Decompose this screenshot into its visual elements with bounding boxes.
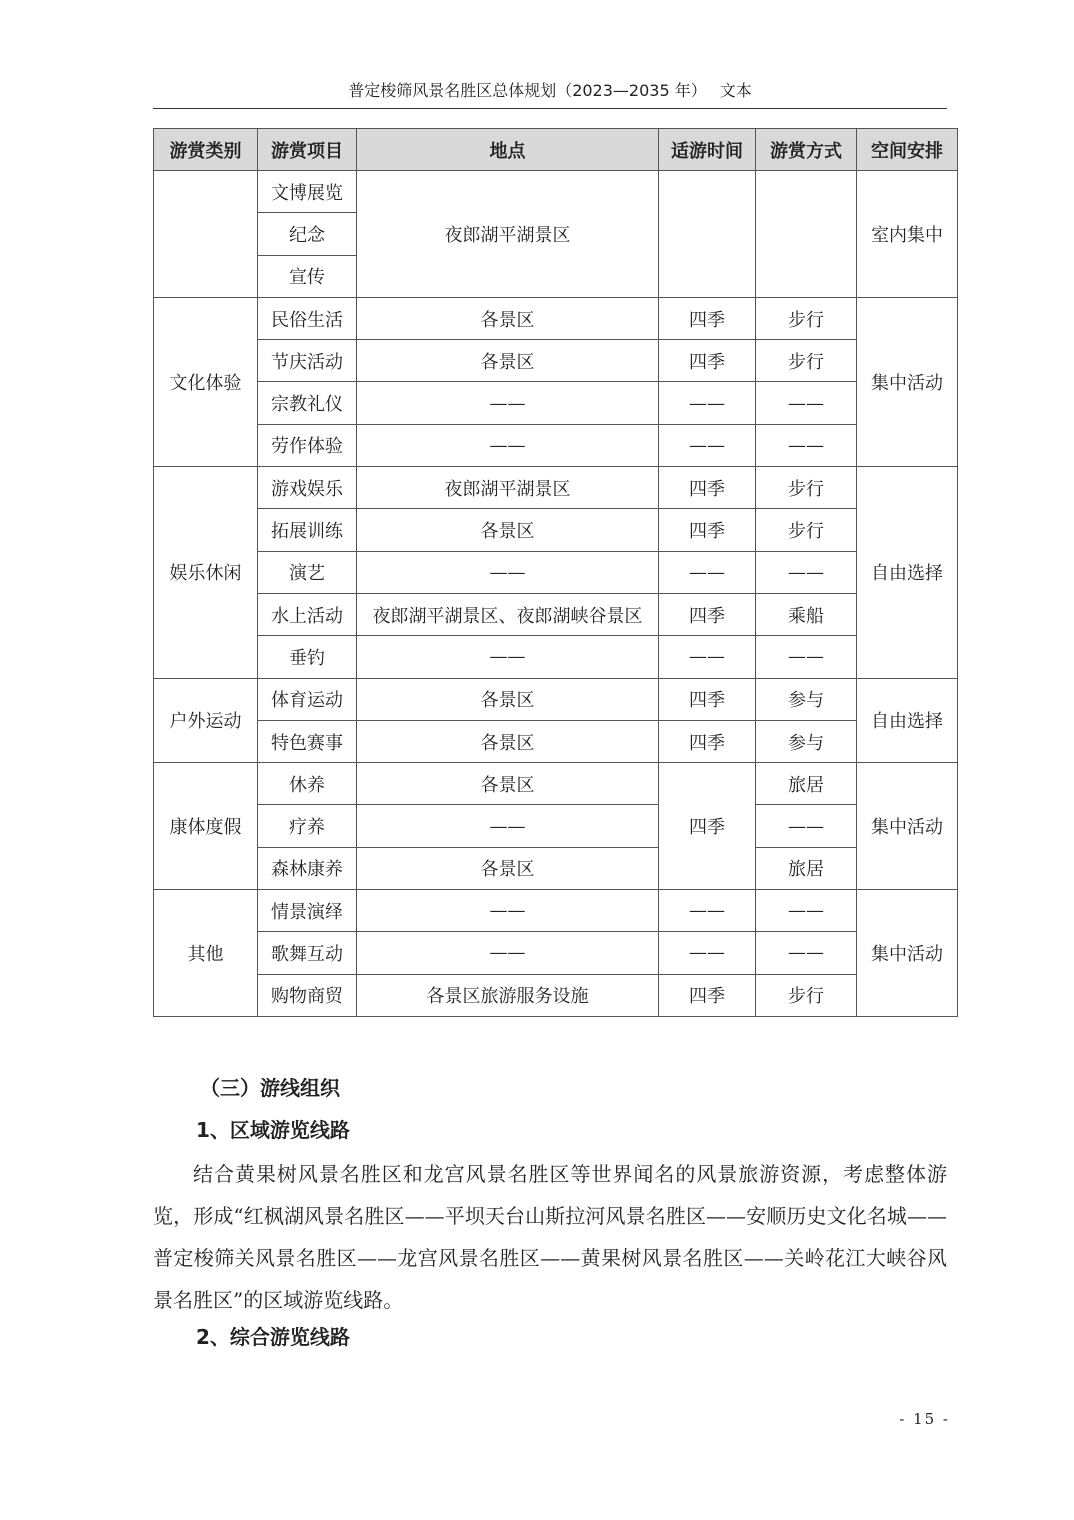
item-cell: 休养 bbox=[258, 763, 357, 805]
item-cell: 垂钓 bbox=[258, 636, 357, 678]
table-row bbox=[154, 847, 958, 889]
tour-activity-table bbox=[153, 128, 958, 1017]
mode-cell: 步行 bbox=[756, 340, 857, 382]
item-cell: 情景演绎 bbox=[258, 890, 357, 932]
table-row bbox=[154, 805, 958, 847]
place-cell: 夜郎湖平湖景区 bbox=[357, 467, 659, 509]
item-cell: 宣传 bbox=[258, 255, 357, 297]
column-header: 游赏项目 bbox=[258, 129, 357, 171]
table-row bbox=[154, 678, 958, 720]
mode-cell: 旅居 bbox=[756, 763, 857, 805]
place-cell: 各景区 bbox=[357, 297, 659, 339]
item-cell: 拓展训练 bbox=[258, 509, 357, 551]
time-cell: 四季 bbox=[659, 678, 756, 720]
mode-cell: 参与 bbox=[756, 678, 857, 720]
item-cell: 购物商贸 bbox=[258, 974, 357, 1016]
column-header: 地点 bbox=[357, 129, 659, 171]
place-cell: 各景区旅游服务设施 bbox=[357, 974, 659, 1016]
place-cell: 各景区 bbox=[357, 509, 659, 551]
space-cell: 集中活动 bbox=[857, 763, 958, 890]
table-row bbox=[154, 340, 958, 382]
mode-cell: 乘船 bbox=[756, 593, 857, 635]
time-cell: 四季 bbox=[659, 340, 756, 382]
item-cell: 歌舞互动 bbox=[258, 932, 357, 974]
time-cell: —— bbox=[659, 890, 756, 932]
table-row bbox=[154, 932, 958, 974]
item-cell: 游戏娱乐 bbox=[258, 467, 357, 509]
category-cell: 娱乐休闲 bbox=[154, 467, 258, 678]
item-cell: 宗教礼仪 bbox=[258, 382, 357, 424]
place-cell: 各景区 bbox=[357, 847, 659, 889]
place-cell: 各景区 bbox=[357, 340, 659, 382]
time-cell: 四季 bbox=[659, 467, 756, 509]
table-header-row bbox=[154, 129, 958, 171]
category-cell: 户外运动 bbox=[154, 678, 258, 763]
time-cell: 四季 bbox=[659, 974, 756, 1016]
table-row bbox=[154, 593, 958, 635]
table-row bbox=[154, 974, 958, 1016]
item-cell: 文博展览 bbox=[258, 171, 357, 213]
table-row bbox=[154, 297, 958, 339]
mode-cell: 参与 bbox=[756, 720, 857, 762]
table-row bbox=[154, 763, 958, 805]
column-header: 适游时间 bbox=[659, 129, 756, 171]
space-cell: 自由选择 bbox=[857, 467, 958, 678]
item-cell: 民俗生活 bbox=[258, 297, 357, 339]
table-row bbox=[154, 509, 958, 551]
mode-cell: 步行 bbox=[756, 297, 857, 339]
time-cell: —— bbox=[659, 551, 756, 593]
category-cell: 文化体验 bbox=[154, 297, 258, 466]
item-cell: 纪念 bbox=[258, 213, 357, 255]
section-heading: （三）游线组织 bbox=[200, 1076, 340, 1100]
table-row bbox=[154, 171, 958, 213]
page-header bbox=[153, 78, 947, 109]
category-cell bbox=[154, 171, 258, 298]
space-cell: 集中活动 bbox=[857, 890, 958, 1017]
item-cell: 水上活动 bbox=[258, 593, 357, 635]
place-cell: —— bbox=[357, 424, 659, 466]
mode-cell: —— bbox=[756, 932, 857, 974]
place-cell: 各景区 bbox=[357, 763, 659, 805]
item-cell: 演艺 bbox=[258, 551, 357, 593]
place-cell: —— bbox=[357, 805, 659, 847]
column-header: 游赏类别 bbox=[154, 129, 258, 171]
place-cell: 各景区 bbox=[357, 678, 659, 720]
body-paragraph: 结合黄果树风景名胜区和龙宫风景名胜区等世界闻名的风景旅游资源，考虑整体游览，形成“红枫湖风景名胜区——平坝天台山斯拉河风景名胜区——安顺历史文化名城——普定梭筛关风景名胜区——龙宫风景名胜区——黄果树风景名胜区——关岭花江大峡谷风景名胜区”的区域游览线路。 bbox=[153, 1162, 947, 1312]
place-cell: 夜郎湖平湖景区 bbox=[357, 171, 659, 298]
time-cell: —— bbox=[659, 636, 756, 678]
place-cell: —— bbox=[357, 932, 659, 974]
mode-cell: —— bbox=[756, 805, 857, 847]
time-cell: —— bbox=[659, 424, 756, 466]
mode-cell: 步行 bbox=[756, 509, 857, 551]
subsection-heading-comprehensive-route: 2、综合游览线路 bbox=[196, 1325, 350, 1349]
mode-cell: 旅居 bbox=[756, 847, 857, 889]
time-cell: 四季 bbox=[659, 763, 756, 890]
time-cell: 四季 bbox=[659, 593, 756, 635]
table-row bbox=[154, 424, 958, 466]
column-header: 游赏方式 bbox=[756, 129, 857, 171]
time-cell bbox=[659, 171, 756, 298]
page-number: - 15 - bbox=[899, 1410, 950, 1428]
mode-cell: 步行 bbox=[756, 974, 857, 1016]
mode-cell bbox=[756, 171, 857, 298]
space-cell: 自由选择 bbox=[857, 678, 958, 763]
time-cell: —— bbox=[659, 382, 756, 424]
item-cell: 劳作体验 bbox=[258, 424, 357, 466]
time-cell: 四季 bbox=[659, 297, 756, 339]
time-cell: 四季 bbox=[659, 720, 756, 762]
subsection-heading-regional-route: 1、区域游览线路 bbox=[196, 1118, 350, 1142]
mode-cell: —— bbox=[756, 890, 857, 932]
time-cell: 四季 bbox=[659, 509, 756, 551]
item-cell: 疗养 bbox=[258, 805, 357, 847]
item-cell: 森林康养 bbox=[258, 847, 357, 889]
item-cell: 节庆活动 bbox=[258, 340, 357, 382]
category-cell: 康体度假 bbox=[154, 763, 258, 890]
place-cell: —— bbox=[357, 382, 659, 424]
table-row bbox=[154, 467, 958, 509]
mode-cell: —— bbox=[756, 424, 857, 466]
column-header: 空间安排 bbox=[857, 129, 958, 171]
time-cell: —— bbox=[659, 932, 756, 974]
header-title: 普定梭筛风景名胜区总体规划（2023—2035 年） 文本 bbox=[348, 81, 752, 100]
table-row bbox=[154, 890, 958, 932]
item-cell: 特色赛事 bbox=[258, 720, 357, 762]
space-cell: 集中活动 bbox=[857, 297, 958, 466]
table-row bbox=[154, 551, 958, 593]
table-row bbox=[154, 636, 958, 678]
item-cell: 体育运动 bbox=[258, 678, 357, 720]
place-cell: 各景区 bbox=[357, 720, 659, 762]
mode-cell: —— bbox=[756, 551, 857, 593]
mode-cell: 步行 bbox=[756, 467, 857, 509]
table-row bbox=[154, 720, 958, 762]
mode-cell: —— bbox=[756, 636, 857, 678]
mode-cell: —— bbox=[756, 382, 857, 424]
place-cell: —— bbox=[357, 551, 659, 593]
place-cell: —— bbox=[357, 890, 659, 932]
place-cell: 夜郎湖平湖景区、夜郎湖峡谷景区 bbox=[357, 593, 659, 635]
category-cell: 其他 bbox=[154, 890, 258, 1017]
table-row bbox=[154, 382, 958, 424]
place-cell: —— bbox=[357, 636, 659, 678]
space-cell: 室内集中 bbox=[857, 171, 958, 298]
